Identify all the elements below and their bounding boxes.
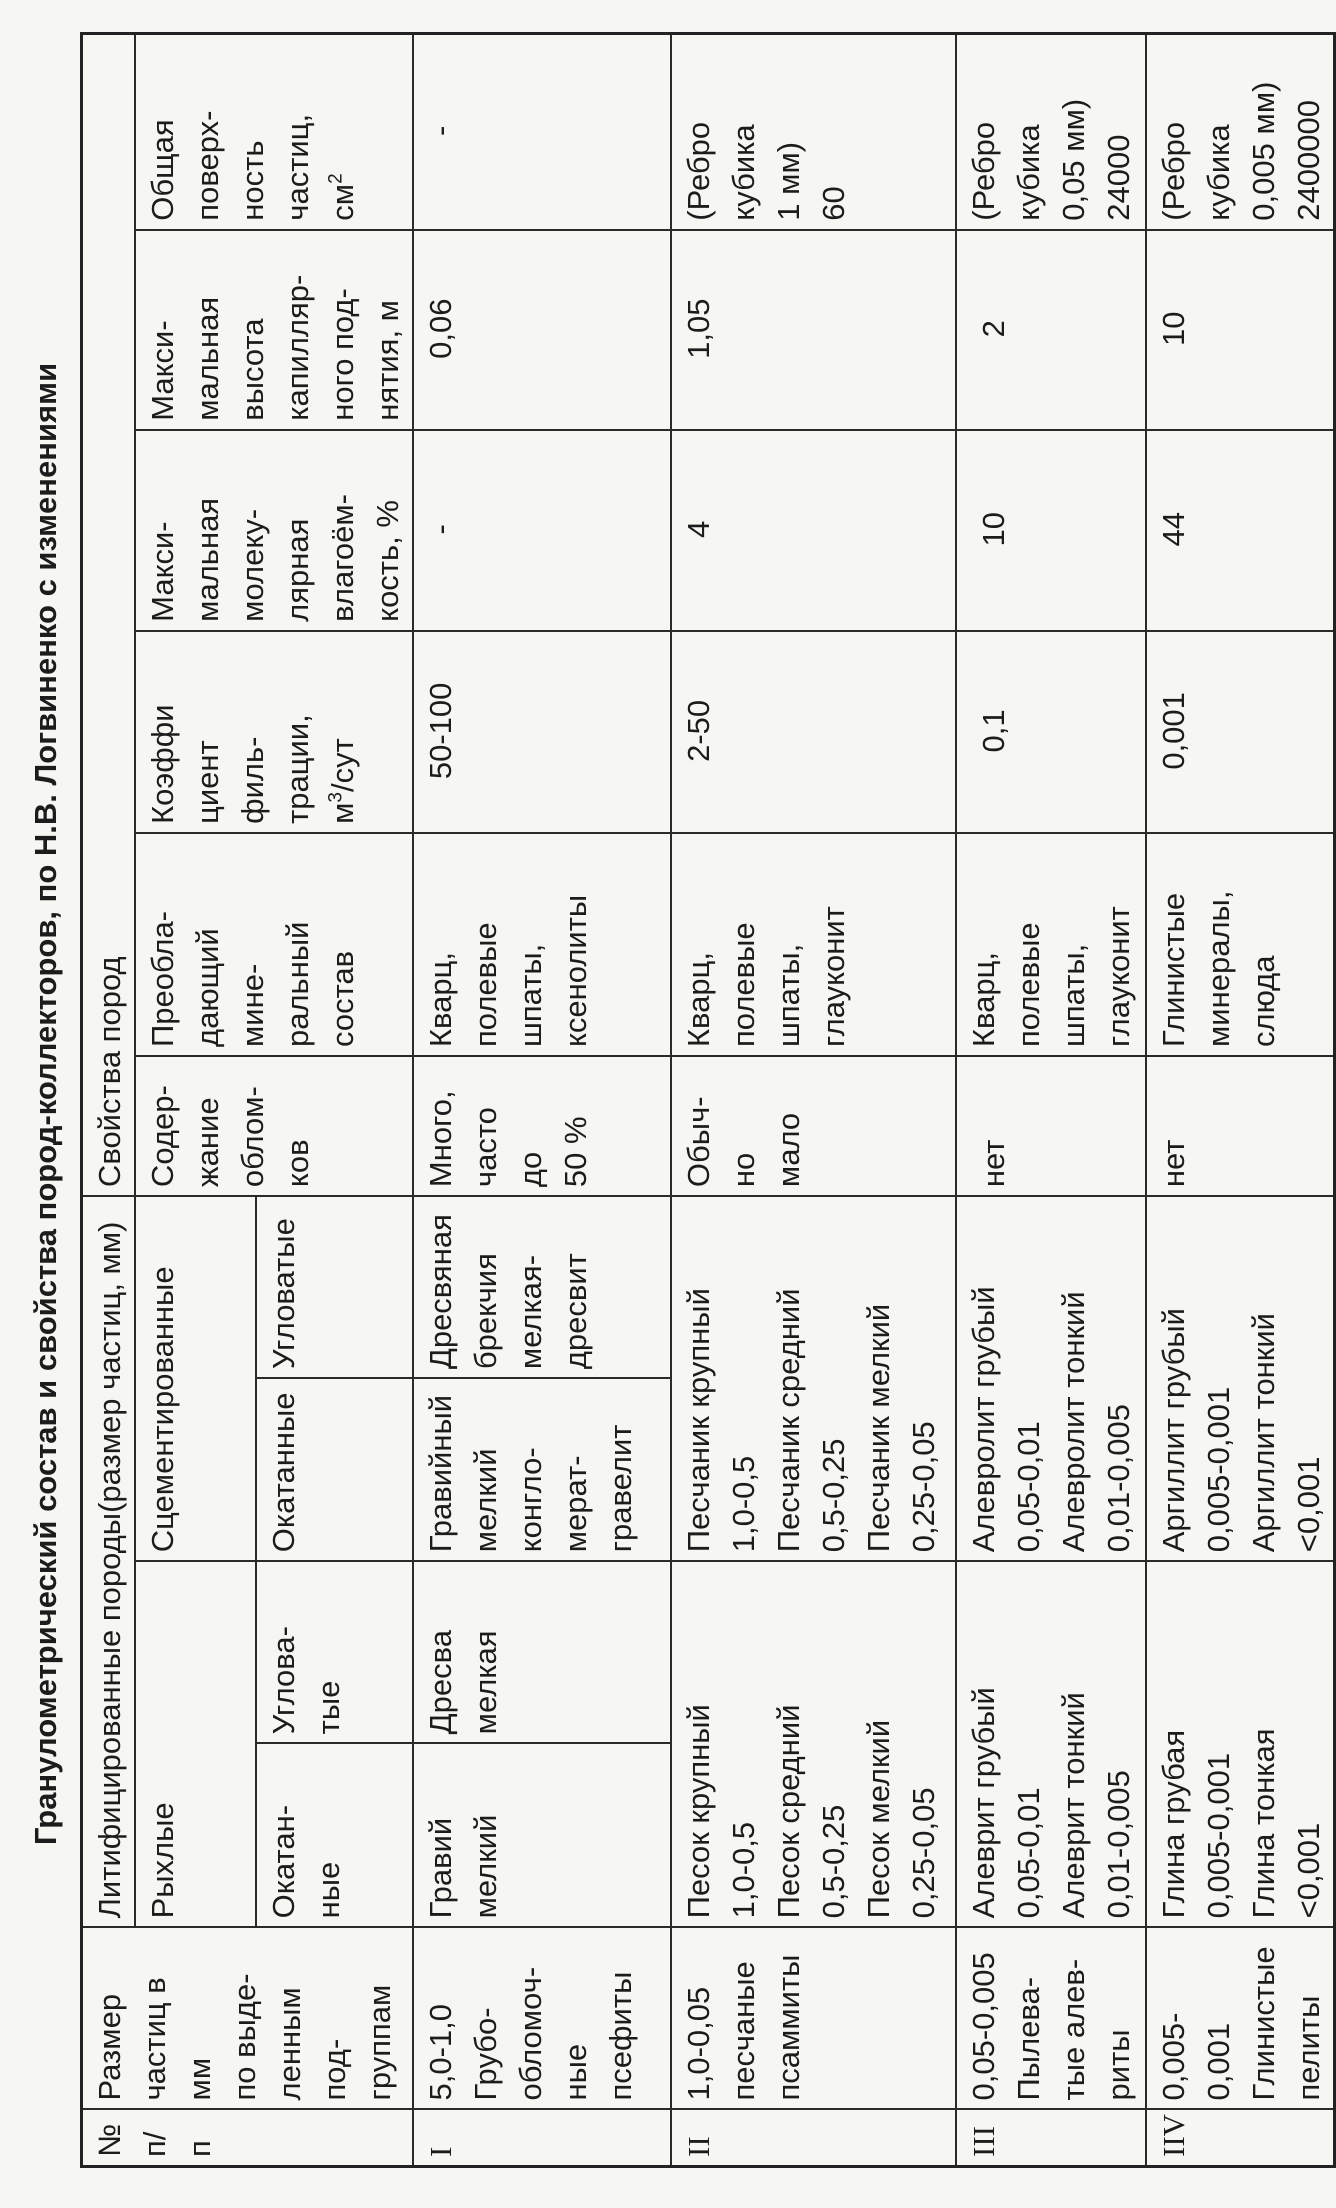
row-capillary: 2 <box>956 230 1146 430</box>
row-clast-content: нет <box>956 1056 1146 1196</box>
header-cemented-angular: Угловатые <box>256 1196 413 1378</box>
header-cemented: Сцементированные <box>135 1196 256 1561</box>
row-size: 1,0-0,05 песчаные псаммиты <box>671 1927 956 2109</box>
row-cemented: Песчаник крупный 1,0-0,5 Песчаник средний 0,5-0,25 Песчаник мелкий 0,25-0,05 <box>671 1196 956 1561</box>
row-cemented-rounded: Гравийный мелкий конгло- мерат- гравелит <box>413 1378 671 1561</box>
granulometric-table <box>80 32 1336 2168</box>
header-filtration-unit: /сут <box>325 738 360 793</box>
header-surface <box>135 34 413 230</box>
row-capillary: 10 <box>1146 230 1335 430</box>
table-row <box>413 34 671 2167</box>
row-size: 0,05-0,005 Пылева- тые алев- риты <box>956 1927 1146 2109</box>
page-title: Гранулометрический состав и свойства пород-коллекторов, по Н.В. Логвиненко с изменениями <box>28 362 63 1846</box>
header-mineral: Преобла- дающий мине- ральный состав <box>135 833 413 1056</box>
row-mineral: Кварц, полевые шпаты, глауконит <box>956 833 1146 1056</box>
header-size-line3: по выде- ленным под- группам <box>227 1973 397 2101</box>
row-cemented: Алевролит грубый 0,05-0,01 Алевролит тонкий 0,01-0,005 <box>956 1196 1146 1561</box>
row-num: II <box>671 2109 956 2166</box>
row-clast-content: нет <box>1146 1056 1335 1196</box>
row-clast-content: Обыч- но мало <box>671 1056 956 1196</box>
row-filtration: 50-100 <box>413 631 671 833</box>
row-surface: (Ребро кубика 0,05 мм) 24000 <box>956 34 1146 230</box>
row-mineral: Кварц, полевые шпаты, ксенолиты <box>413 833 671 1056</box>
header-size <box>82 1927 414 2109</box>
header-capillary: Макси- мальная высота капилляр- ного под- нятия, м <box>135 230 413 430</box>
header-surface-text: Общая поверх- ность частиц, см <box>145 110 360 221</box>
row-cemented-angular: Дресвяная брекчия мелкая- дресвит <box>413 1196 671 1378</box>
header-properties: Свойства пород <box>82 34 136 1197</box>
row-cemented: Аргиллит грубый 0,005-0,001 Аргиллит тонкий <0,001 <box>1146 1196 1335 1561</box>
header-num: № п/п <box>82 2109 414 2166</box>
row-num: III <box>956 2109 1146 2166</box>
row-surface: (Ребро кубика 0,005 мм) 2400000 <box>1146 34 1335 230</box>
row-filtration: 2-50 <box>671 631 956 833</box>
header-cemented-rounded: Окатанные <box>256 1378 413 1561</box>
row-loose-rounded: Гравий мелкий <box>413 1743 671 1927</box>
header-size-line2: частиц в мм <box>137 1977 217 2101</box>
header-filtration-text: Коэффи циент филь- трации, м <box>145 704 360 824</box>
header-clast-content: Содер- жание облом- ков <box>135 1056 413 1196</box>
table-row <box>1146 34 1335 2167</box>
row-surface: - <box>413 34 671 230</box>
row-clast-content: Много, часто до 50 % <box>413 1056 671 1196</box>
row-filtration: 0,001 <box>1146 631 1335 833</box>
rotated-table-wrapper <box>80 32 1326 2168</box>
row-capillary: 0,06 <box>413 230 671 430</box>
header-moisture: Макси- мальная молеку- лярная влагоём- кость, % <box>135 430 413 631</box>
header-lithified: Литифицированные породы(размер частиц, мм) <box>82 1196 136 1927</box>
header-filtration <box>135 631 413 833</box>
row-mineral: Глинистые минералы, слюда <box>1146 833 1335 1056</box>
header-loose: Рыхлые <box>135 1561 256 1927</box>
row-size: 0,005- 0,001 Глинистые пелиты <box>1146 1927 1335 2109</box>
row-loose: Песок крупный 1,0-0,5 Песок средний 0,5-0,25 Песок мелкий 0,25-0,05 <box>671 1561 956 1927</box>
header-surface-sup: 2 <box>325 173 347 184</box>
row-moisture: - <box>413 430 671 631</box>
row-num: I <box>413 2109 671 2166</box>
header-loose-angular: Углова- тые <box>256 1561 413 1743</box>
row-num: IIV <box>1146 2109 1335 2166</box>
row-moisture: 10 <box>956 430 1146 631</box>
row-moisture: 4 <box>671 430 956 631</box>
row-size: 5,0-1,0 Грубо- обломоч- ные псефиты <box>413 1927 671 2109</box>
row-loose: Алеврит грубый 0,05-0,01 Алеврит тонкий 0,01-0,005 <box>956 1561 1146 1927</box>
row-mineral: Кварц, полевые шпаты, глауконит <box>671 833 956 1056</box>
header-loose-rounded: Окатан- ные <box>256 1743 413 1927</box>
table-row <box>671 34 956 2167</box>
row-capillary: 1,05 <box>671 230 956 430</box>
row-filtration: 0,1 <box>956 631 1146 833</box>
row-loose: Глина грубая 0,005-0,001 Глина тонкая <0,001 <box>1146 1561 1335 1927</box>
row-loose-angular: Дресва мелкая <box>413 1561 671 1743</box>
row-surface: (Ребро кубика 1 мм) 60 <box>671 34 956 230</box>
row-moisture: 44 <box>1146 430 1335 631</box>
header-size-line1: Размер <box>92 1993 127 2101</box>
header-filtration-sup: 3 <box>325 792 347 803</box>
table-row <box>956 34 1146 2167</box>
